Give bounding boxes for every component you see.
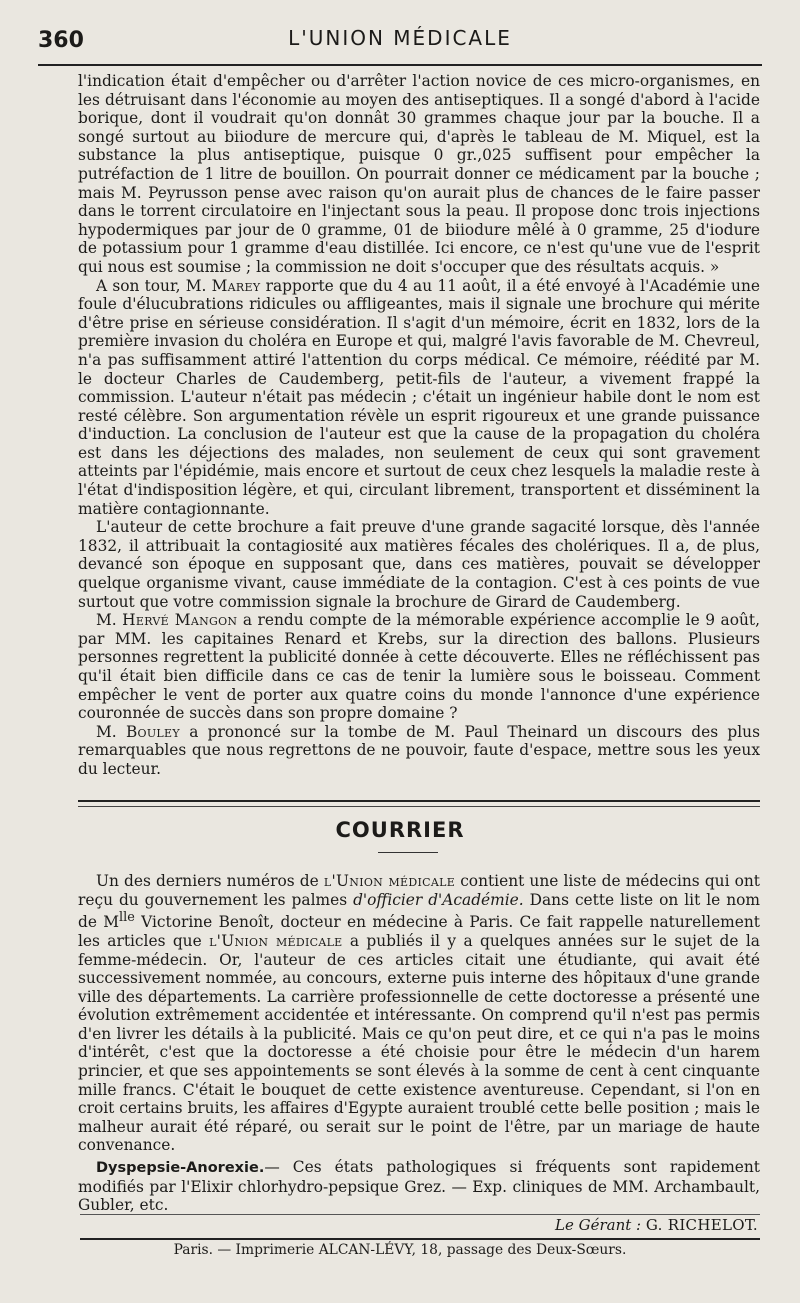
paragraph-lead: M. bbox=[96, 611, 117, 630]
page-header bbox=[38, 18, 762, 62]
italic-palmes: d'officier d'Académie. bbox=[353, 890, 524, 909]
name-bouley: Bouley bbox=[125, 722, 180, 741]
paragraph-marey bbox=[78, 277, 760, 519]
advert-text: — Ces états pathologiques si fréquents sont rapidement modifiés par l'Elixir chlorhydro-pepsique Grez. — Exp. cliniques de MM. Archambault, Gubler, etc. bbox=[78, 1158, 760, 1215]
paragraph-lead: A son tour, M. bbox=[96, 276, 207, 295]
journal-name: l'Union médicale bbox=[209, 931, 343, 950]
name-marey: Marey bbox=[211, 276, 261, 295]
printer-imprint: Paris. — Imprimerie ALCAN-LÉVY, 18, passage des Deux-Sœurs. bbox=[173, 1242, 627, 1258]
page-number: 360 bbox=[38, 28, 84, 53]
courrier-body bbox=[78, 872, 760, 1155]
paragraph-bouley bbox=[78, 723, 760, 779]
advert-paragraph bbox=[78, 1158, 760, 1215]
title-abbrev-sup: lle bbox=[119, 910, 135, 926]
paragraph-antiseptics: l'indication était d'empêcher ou d'arrêter l'action novice de ces micro-organismes, en les détruisant dans l'économie au moyen des antiseptiques. Il a songé d'abord à l'acide borique, dont il voudrait qu'on donnât 30 grammes chaque jour par la bouche. Il a songé surtout au biiodure de mercure qui, d'après le tableau de M. Miquel, est la substance la plus antiseptique, puisque 0 gr.,025 suffisent pour empêcher la putréfaction de 1 litre de bouillon. On pourrait donner ce médicament par la bouche ; mais M. Peyrusson pense avec raison qu'on aurait plus de chances de le faire passer dans le torrent circulatoire en l'injectant sous la peau. Il propose donc trois injections hypodermiques par jour de 0 gramme, 01 de biiodure mêlé à 0 gramme, 25 d'iodure de potassium pour 1 gramme d'eau distillée. Ici encore, ce n'est qu'une vue de l'esprit qui nous est soumise ; la commission ne doit s'occuper que des résultats acquis. » bbox=[78, 72, 760, 276]
text-run: Un des derniers numéros de bbox=[96, 872, 319, 890]
gerant-signature bbox=[555, 1216, 758, 1234]
header-rule bbox=[38, 64, 762, 66]
gerant-rule bbox=[80, 1214, 760, 1215]
gerant-label: Le Gérant : bbox=[554, 1216, 642, 1234]
section-divider-thick bbox=[78, 800, 760, 802]
footer-rule bbox=[80, 1238, 760, 1240]
title-abbrev: M bbox=[103, 913, 120, 932]
journal-name: l'Union médicale bbox=[323, 872, 456, 890]
article-body bbox=[78, 72, 760, 779]
paragraph-lead: M. bbox=[96, 722, 117, 741]
paragraph-text: rapporte que du 4 au 11 août, il a été envoyé à l'Académie une foule d'élucubrations ridicules ou affligeantes, mais il signale une brochure qui mérite d'être prise en sérieuse considération. Il s'agit d'un mémoire, écrit en 1832, lors de la première invasion du choléra en Europe et qui, malgré l'avis favorable de M. Chevreul, n'a pas suffisamment attiré l'attention du corps médical. Ce mémoire, réédité par M. le docteur Charles de Caudemberg, petit-fils de l'auteur, a vivement frappé la commission. L'auteur n'était pas médecin ; c'était un ingénieur habile dont le nom est resté célèbre. Son argumentation révèle un esprit rigoureux et une grande puissance d'induction. La conclusion de l'auteur est que la cause de la propagation du choléra est dans les déjections des malades, non seulement de ceux qui sont gravement atteints par l'épidémie, mais encore et surtout de ceux chez lesquels la maladie reste à l'état d'indisposition légère, et qui, circulant librement, transportent et disséminent la matière contagionnante. bbox=[78, 276, 760, 518]
gerant-name: G. RICHELOT. bbox=[645, 1216, 758, 1234]
paragraph-brochure: L'auteur de cette brochure a fait preuve d'une grande sagacité lorsque, dès l'année 1832, il attribuait la contagiosité aux matières fécales des cholériques. Il a, de plus, devancé son époque en supposant que, dans ces matières, pouvait se développer quelque organisme vivant, cause immédiate de la contagion. C'est à ces points de vue surtout que votre commission signale la brochure de Girard de Caudemberg. bbox=[78, 518, 760, 611]
name-herve-mangon: Hervé Mangon bbox=[122, 611, 238, 630]
text-run: contient une liste de médecins qui ont reçu du gouvernement les palmes bbox=[78, 872, 760, 909]
paragraph-text: a rendu compte de la mémorable expérience accomplie le 9 août, par MM. les capitaines Renard et Krebs, sur la direction des ballons. Plusieurs personnes regrettent la publicité donnée à cette découverte. Elles ne réfléchissent pas qu'il était bien difficile dans ce cas de tenir la lumière sous le boisseau. Comment empêcher le vent de porter aux quatre coins du monde l'annonce d'une expérience couronnée de succès dans son propre domaine ? bbox=[78, 611, 760, 723]
section-title-courrier: COURRIER bbox=[335, 818, 465, 842]
paragraph-mangon bbox=[78, 611, 760, 723]
advert-title: Dyspepsie-Anorexie. bbox=[96, 1160, 265, 1176]
text-run: Victorine Benoît, docteur en médecine à Paris. Ce fait rappelle naturellement les articles que bbox=[78, 913, 760, 950]
text-run: a publiés il y a quelques années sur le sujet de la femme-médecin. Or, l'auteur de ces articles citait une étudiante, qui avait été successivement nommée, au concours, externe puis interne des hôpitaux d'une grande ville des départements. La carrière professionnelle de cette doctoresse a présenté une évolution extrêmement accidentée et intéressante. On comprend qu'il n'est pas permis d'en livrer les détails à la publicité. Mais ce qu'on peut dire, et ce qui n'a pas le moins d'intérêt, c'est que la doctoresse a été choisie pour être le médecin d'un harem princier, et que ses appointements se sont élevés à la somme de cent à cent cinquante mille francs. C'était le bouquet de cette existence aventureuse. Cependant, si l'on en croit certains bruits, les affaires d'Egypte auraient troublé cette belle position ; mais le malheur aurait été réparé, ou serait sur le point de l'être, par un mariage de haute convenance. bbox=[78, 931, 760, 1155]
text-run: Dans cette liste on lit le nom de bbox=[78, 890, 760, 932]
title-underline bbox=[378, 852, 438, 853]
paragraph-text: a prononcé sur la tombe de M. Paul Theinard un discours des plus remarquables que nous regrettons de ne pouvoir, faute d'espace, mettre sous les yeux du lecteur. bbox=[78, 722, 760, 778]
journal-title: L'UNION MÉDICALE bbox=[288, 26, 512, 50]
section-divider-thin bbox=[78, 806, 760, 807]
paragraph-courrier bbox=[78, 872, 760, 1155]
advert-dyspepsie bbox=[78, 1158, 760, 1215]
